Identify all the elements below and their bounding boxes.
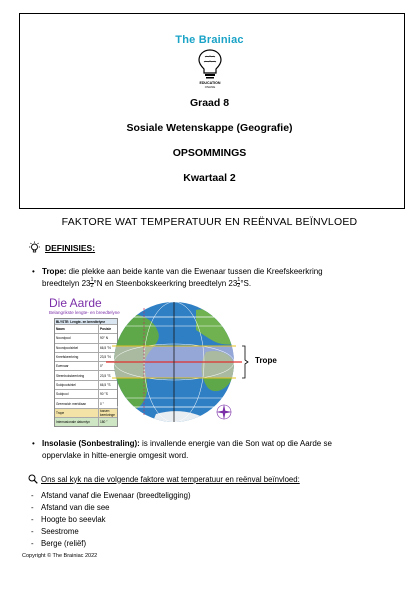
trope-text-a: die plekke aan beide kante van die Ewenaar tussen die Kreefskeerkring bbox=[66, 267, 323, 276]
table-row: Steenbokskeerkring 23,5 °S bbox=[55, 370, 117, 379]
list-item: - Afstand vanaf die Ewenaar (breedteligging) bbox=[31, 491, 191, 500]
fraction-half: $\frac{1}{2}$ bbox=[237, 276, 241, 289]
list-item: - Afstand van die see bbox=[31, 503, 110, 512]
table-row: Trope tussen keerkringe bbox=[55, 408, 117, 417]
figure-title: Die Aarde bbox=[49, 296, 102, 310]
magnifier-icon bbox=[28, 474, 38, 484]
table-row: Noordpool 90° N bbox=[55, 333, 117, 342]
list-item: - Berge (reliëf) bbox=[31, 539, 87, 548]
list-item: - Hoogte bo seevlak bbox=[31, 515, 106, 524]
table-row: Suidpool 90 °S bbox=[55, 389, 117, 398]
compass-rose-icon bbox=[216, 404, 232, 420]
bullet-dot: • bbox=[32, 267, 35, 276]
insolasie-text-b: oppervlake in hitte-energie omgesit word. bbox=[42, 450, 189, 460]
insolasie-text-a: is invallende energie van die Son wat op die Aarde se bbox=[139, 439, 332, 448]
brain-bulb-logo-icon bbox=[195, 47, 225, 90]
trope-bracket bbox=[242, 346, 248, 378]
section-title: FAKTORE WAT TEMPERATUUR EN REËNVAL BEÏNVLOED bbox=[61, 216, 358, 228]
trope-text-c: °N en Steenbokskeerkring breedtelyn 23 bbox=[93, 278, 238, 288]
doctype-heading: OPSOMMINGS bbox=[172, 147, 247, 159]
factors-intro bbox=[28, 474, 300, 484]
term-heading: Kwartaal 2 bbox=[183, 172, 236, 184]
table-row: Suidpoolsirkel 66,5 °S bbox=[55, 380, 117, 389]
bullet-dot: • bbox=[32, 439, 35, 448]
insolasie-term: Insolasie (Sonbestraling): bbox=[42, 439, 140, 448]
trope-text-b: breedtelyn 23 bbox=[42, 278, 91, 288]
table-row: Internasionale datumlyn 180 ° bbox=[55, 417, 117, 426]
logo-line1: EDUCATION bbox=[199, 81, 221, 85]
trope-label: Trope bbox=[255, 356, 277, 365]
copyright-notice: Copyright © The Brainiac 2022 bbox=[22, 553, 98, 559]
subject-heading: Sosiale Wetenskappe (Geografie) bbox=[126, 122, 293, 134]
list-item: - Seestrome bbox=[31, 527, 79, 536]
table-row: Noordpoolsirkel 66,5 °N bbox=[55, 343, 117, 352]
table-row: Kreefskeerkring 23,5 °N bbox=[55, 352, 117, 361]
logo-line2: ONLINE bbox=[204, 85, 216, 89]
table-row: Greenwich meridiaan 0 ° bbox=[55, 398, 117, 407]
factors-intro-text: Ons sal kyk na die volgende faktore wat temperatuur en reënval beïnvloed: bbox=[41, 474, 300, 484]
grade-heading: Graad 8 bbox=[189, 97, 230, 109]
brand-name: The Brainiac bbox=[175, 34, 244, 46]
fraction-half: $\frac{1}{2}$ bbox=[90, 276, 94, 289]
figure-subtitle: Belangrikste lengte- en breedtelyne bbox=[49, 310, 120, 315]
table-row: Ewenaar 0° bbox=[55, 361, 117, 370]
table-header: BLYSTE: Lengte- en breedtelyne bbox=[55, 319, 117, 324]
definitions-heading bbox=[28, 241, 95, 254]
definitions-label: DEFINISIES: bbox=[45, 242, 96, 253]
trope-text-d: °S. bbox=[240, 278, 252, 288]
insolasie-definition bbox=[32, 438, 402, 464]
trope-term: Trope: bbox=[42, 267, 67, 276]
trope-definition bbox=[32, 266, 402, 294]
table-row: Naam Posisie bbox=[55, 324, 117, 333]
lightbulb-icon bbox=[28, 241, 41, 254]
